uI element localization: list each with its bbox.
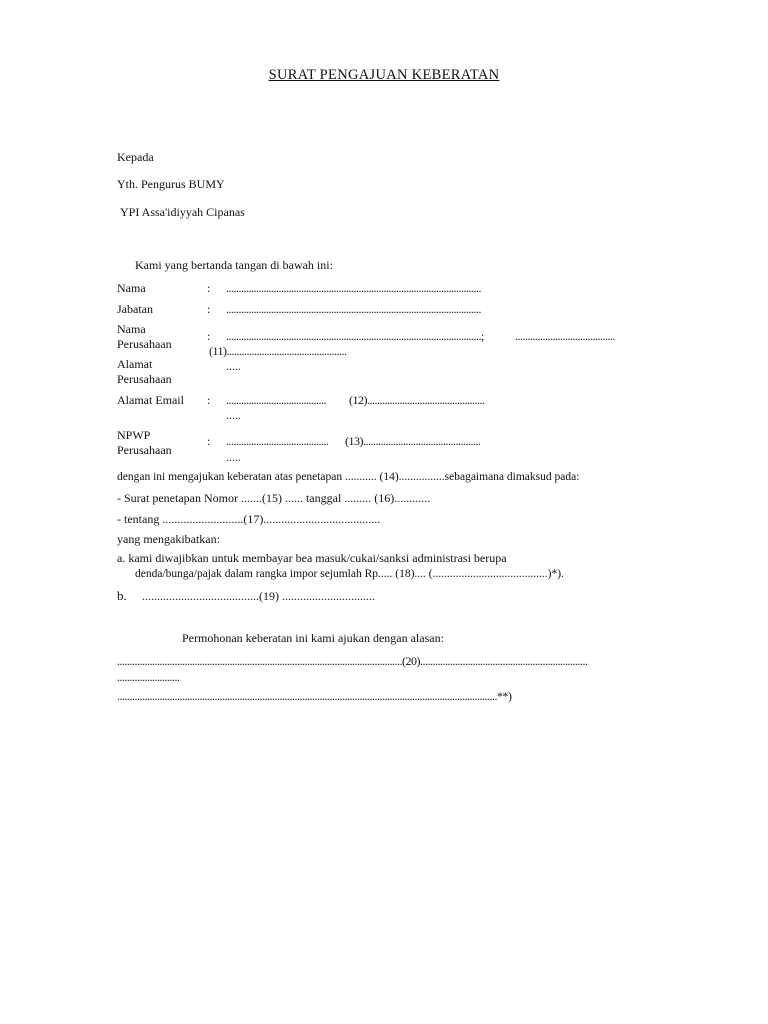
statement-text: dengan ini mengajukan keberatan atas penetapan ........... (14)................sebagaimana dimaksud pada: <box>117 471 580 483</box>
field-jabatan-colon: : <box>207 302 211 316</box>
field-alamat-perusahaan-label-2: Perusahaan <box>117 372 172 386</box>
reason-line-3: ........................................................................................................................................................**) <box>117 689 512 703</box>
field-npwp-label-1: NPWP <box>117 428 151 442</box>
item-a-line-2: denda/bunga/pajak dalam rangka impor sejumlah Rp..... (18).... (........................................)*). <box>135 568 564 580</box>
field-npwp-value-3: ..... <box>226 450 241 464</box>
item-surat-penetapan: - Surat penetapan Nomor .......(15) ...... tanggal ......... (16)............ <box>117 491 431 505</box>
addressee-org: YPI Assa'idiyyah Cipanas <box>120 205 245 219</box>
field-npwp-colon: : <box>207 434 211 448</box>
field-alamat-perusahaan-value: ..... <box>226 359 241 373</box>
field-alamat-perusahaan-label-1: Alamat <box>117 357 153 371</box>
field-npwp-label-2: Perusahaan <box>117 443 172 457</box>
field-alamat-email-colon: : <box>207 393 211 407</box>
addressee-yth: Yth. Pengurus BUMY <box>117 177 225 191</box>
item-b-value: .......................................(19) ............................... <box>142 589 375 603</box>
field-jabatan-label: Jabatan <box>117 302 153 316</box>
reason-intro: Permohonan keberatan ini kami ajukan dengan alasan: <box>182 631 444 645</box>
reason-line-2: ......................... <box>117 670 180 684</box>
field-alamat-email-value-1: ........................................ <box>226 393 326 407</box>
field-alamat-email-label: Alamat Email <box>117 393 184 407</box>
field-npwp-value-1: ......................................... <box>226 434 329 448</box>
addressee-kepada: Kepada <box>117 150 154 164</box>
field-nama-colon: : <box>207 281 211 295</box>
field-alamat-email-value-3: ..... <box>226 408 241 422</box>
consequence-heading: yang mengakibatkan: <box>117 532 220 546</box>
field-nama-value: ...................................................................................................... <box>226 281 481 295</box>
field-jabatan-value: ...................................................................................................... <box>226 302 481 316</box>
item-a-line-1: a. kami diwajibkan untuk membayar bea masuk/cukai/sanksi administrasi berupa <box>117 551 507 565</box>
item-b-label: b. <box>117 588 127 603</box>
item-tentang: - tentang ...........................(17)....................................... <box>117 512 381 526</box>
intro-text: Kami yang bertanda tangan di bawah ini: <box>135 258 333 272</box>
field-nama-perusahaan-value-2: ........................................ <box>515 329 615 343</box>
field-nama-perusahaan-value-1: ......................................................................................................; <box>226 329 484 343</box>
reason-line-1: ..................................................................................................................(20)................................................................... <box>117 654 588 668</box>
field-nama-label: Nama <box>117 281 146 295</box>
field-npwp-value-2: (13)............................................... <box>345 434 481 448</box>
field-nama-perusahaan-colon: : <box>207 329 211 343</box>
field-nama-perusahaan-label-2: Perusahaan <box>117 337 172 351</box>
field-nama-perusahaan-label-1: Nama <box>117 322 146 336</box>
field-nama-perusahaan-value-3: (11)................................................ <box>209 344 347 358</box>
field-alamat-email-value-2: (12)............................................... <box>349 393 485 407</box>
document-title: SURAT PENGAJUAN KEBERATAN <box>268 67 500 83</box>
